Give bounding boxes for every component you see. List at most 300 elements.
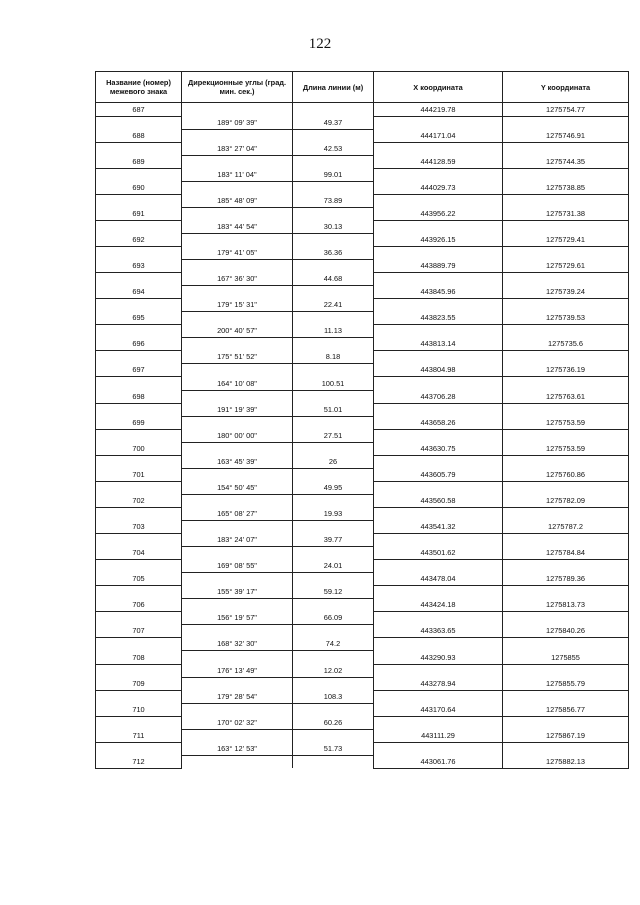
empty-cell: [182, 364, 293, 377]
empty-cell: [182, 547, 293, 560]
empty-cell: [182, 155, 293, 168]
y-coordinate: 1275784.84: [503, 547, 629, 560]
point-row: [96, 677, 629, 690]
header-name: Название (номер) межевого знака: [96, 72, 182, 103]
line-length: 100.51: [293, 377, 374, 390]
segment-row: [96, 481, 629, 494]
empty-cell: [96, 690, 182, 703]
empty-cell: [96, 534, 182, 547]
x-coordinate: 443804.98: [374, 364, 503, 377]
x-coordinate: 443845.96: [374, 286, 503, 299]
segment-row: [96, 560, 629, 573]
empty-cell: [503, 351, 629, 364]
empty-cell: [182, 755, 293, 768]
line-length: 51.01: [293, 403, 374, 416]
line-length: 99.01: [293, 168, 374, 181]
line-length: 44.68: [293, 273, 374, 286]
direction-angle: 164° 10' 08": [182, 377, 293, 390]
x-coordinate: 443658.26: [374, 416, 503, 429]
x-coordinate: 443061.76: [374, 755, 503, 768]
empty-cell: [293, 651, 374, 664]
point-row: [96, 286, 629, 299]
y-coordinate: 1275738.85: [503, 181, 629, 194]
direction-angle: 183° 44' 54": [182, 220, 293, 233]
empty-cell: [293, 155, 374, 168]
x-coordinate: 444171.04: [374, 129, 503, 142]
empty-cell: [374, 638, 503, 651]
empty-cell: [182, 677, 293, 690]
direction-angle: 156° 19' 57": [182, 612, 293, 625]
empty-cell: [503, 534, 629, 547]
empty-cell: [96, 403, 182, 416]
line-length: 22.41: [293, 299, 374, 312]
empty-cell: [293, 181, 374, 194]
line-length: 66.09: [293, 612, 374, 625]
y-coordinate: 1275729.41: [503, 233, 629, 246]
empty-cell: [96, 742, 182, 755]
empty-cell: [503, 194, 629, 207]
empty-cell: [96, 377, 182, 390]
y-coordinate: 1275787.2: [503, 521, 629, 534]
empty-cell: [503, 247, 629, 260]
point-row: [96, 651, 629, 664]
line-length: 30.13: [293, 220, 374, 233]
empty-cell: [374, 664, 503, 677]
empty-cell: [182, 651, 293, 664]
point-name: 698: [96, 390, 182, 403]
empty-cell: [96, 716, 182, 729]
line-length: 39.77: [293, 534, 374, 547]
point-row: [96, 233, 629, 246]
y-coordinate: 1275739.53: [503, 312, 629, 325]
y-coordinate: 1275856.77: [503, 703, 629, 716]
empty-cell: [374, 534, 503, 547]
line-length: 49.37: [293, 116, 374, 129]
empty-cell: [293, 599, 374, 612]
y-coordinate: 1275744.35: [503, 155, 629, 168]
point-row: [96, 729, 629, 742]
empty-cell: [374, 716, 503, 729]
direction-angle: 169° 08' 55": [182, 560, 293, 573]
empty-cell: [182, 286, 293, 299]
point-row: [96, 312, 629, 325]
y-coordinate: 1275855.79: [503, 677, 629, 690]
direction-angle: 200° 40' 57": [182, 325, 293, 338]
point-name: 702: [96, 494, 182, 507]
x-coordinate: 443478.04: [374, 573, 503, 586]
segment-row: [96, 142, 629, 155]
empty-cell: [96, 560, 182, 573]
point-name: 707: [96, 625, 182, 638]
empty-cell: [374, 507, 503, 520]
empty-cell: [503, 168, 629, 181]
segment-row: [96, 116, 629, 129]
empty-cell: [293, 625, 374, 638]
segment-row: [96, 638, 629, 651]
segment-row: [96, 534, 629, 547]
segment-row: [96, 377, 629, 390]
direction-angle: 183° 11' 04": [182, 168, 293, 181]
point-row: [96, 364, 629, 377]
empty-cell: [293, 312, 374, 325]
point-name: 701: [96, 468, 182, 481]
empty-cell: [374, 168, 503, 181]
point-name: 706: [96, 599, 182, 612]
header-angle: Дирекционные углы (град. мин. сек.): [182, 72, 293, 103]
point-name: 705: [96, 573, 182, 586]
header-length: Длина линии (м): [293, 72, 374, 103]
segment-row: [96, 168, 629, 181]
point-name: 708: [96, 651, 182, 664]
empty-cell: [503, 377, 629, 390]
point-row: [96, 494, 629, 507]
empty-cell: [503, 560, 629, 573]
direction-angle: 179° 15' 31": [182, 299, 293, 312]
y-coordinate: 1275840.26: [503, 625, 629, 638]
empty-cell: [374, 220, 503, 233]
x-coordinate: 443290.93: [374, 651, 503, 664]
empty-cell: [503, 638, 629, 651]
point-name: 711: [96, 729, 182, 742]
empty-cell: [182, 233, 293, 246]
y-coordinate: 1275736.19: [503, 364, 629, 377]
empty-cell: [182, 521, 293, 534]
segment-row: [96, 220, 629, 233]
empty-cell: [293, 442, 374, 455]
y-coordinate: 1275782.09: [503, 494, 629, 507]
y-coordinate: 1275855: [503, 651, 629, 664]
empty-cell: [96, 507, 182, 520]
segment-row: [96, 716, 629, 729]
empty-cell: [503, 273, 629, 286]
point-row: [96, 129, 629, 142]
direction-angle: 168° 32' 30": [182, 638, 293, 651]
empty-cell: [96, 273, 182, 286]
empty-cell: [503, 299, 629, 312]
empty-cell: [293, 207, 374, 220]
segment-row: [96, 742, 629, 755]
y-coordinate: 1275739.24: [503, 286, 629, 299]
x-coordinate: 443560.58: [374, 494, 503, 507]
empty-cell: [96, 586, 182, 599]
boundary-coordinates-table: [95, 71, 629, 769]
empty-cell: [182, 312, 293, 325]
empty-cell: [96, 299, 182, 312]
y-coordinate: 1275731.38: [503, 207, 629, 220]
line-length: 12.02: [293, 664, 374, 677]
y-coordinate: 1275867.19: [503, 729, 629, 742]
line-length: 59.12: [293, 586, 374, 599]
empty-cell: [293, 338, 374, 351]
point-name: 689: [96, 155, 182, 168]
line-length: 108.3: [293, 690, 374, 703]
empty-cell: [374, 273, 503, 286]
direction-angle: 180° 00' 00": [182, 429, 293, 442]
segment-row: [96, 507, 629, 520]
empty-cell: [503, 664, 629, 677]
direction-angle: 163° 12' 53": [182, 742, 293, 755]
empty-cell: [503, 481, 629, 494]
x-coordinate: 443605.79: [374, 468, 503, 481]
point-name: 709: [96, 677, 182, 690]
point-row: [96, 468, 629, 481]
empty-cell: [182, 625, 293, 638]
empty-cell: [503, 586, 629, 599]
line-length: 60.26: [293, 716, 374, 729]
empty-cell: [503, 220, 629, 233]
x-coordinate: 443424.18: [374, 599, 503, 612]
empty-cell: [503, 690, 629, 703]
direction-angle: 191° 19' 39": [182, 403, 293, 416]
empty-cell: [182, 207, 293, 220]
y-coordinate: 1275753.59: [503, 442, 629, 455]
point-row: [96, 103, 629, 117]
point-name: 696: [96, 338, 182, 351]
empty-cell: [182, 599, 293, 612]
empty-cell: [96, 116, 182, 129]
point-row: [96, 547, 629, 560]
direction-angle: 167° 36' 30": [182, 273, 293, 286]
empty-cell: [182, 416, 293, 429]
empty-cell: [96, 220, 182, 233]
empty-cell: [374, 377, 503, 390]
empty-cell: [503, 116, 629, 129]
y-coordinate: 1275754.77: [503, 103, 629, 117]
x-coordinate: 443541.32: [374, 521, 503, 534]
point-name: 694: [96, 286, 182, 299]
empty-cell: [503, 142, 629, 155]
empty-cell: [96, 481, 182, 494]
line-length: 49.95: [293, 481, 374, 494]
empty-cell: [503, 716, 629, 729]
empty-cell: [503, 507, 629, 520]
empty-cell: [374, 742, 503, 755]
line-length: 36.36: [293, 247, 374, 260]
empty-cell: [293, 494, 374, 507]
empty-cell: [503, 455, 629, 468]
point-name: 700: [96, 442, 182, 455]
segment-row: [96, 455, 629, 468]
y-coordinate: 1275735.6: [503, 338, 629, 351]
point-row: [96, 703, 629, 716]
segment-row: [96, 325, 629, 338]
empty-cell: [293, 416, 374, 429]
x-coordinate: 443170.64: [374, 703, 503, 716]
empty-cell: [374, 455, 503, 468]
empty-cell: [293, 677, 374, 690]
point-name: 688: [96, 129, 182, 142]
empty-cell: [182, 390, 293, 403]
empty-cell: [96, 455, 182, 468]
segment-row: [96, 351, 629, 364]
empty-cell: [293, 547, 374, 560]
empty-cell: [374, 403, 503, 416]
empty-cell: [96, 664, 182, 677]
empty-cell: [374, 351, 503, 364]
direction-angle: 155° 39' 17": [182, 586, 293, 599]
point-row: [96, 260, 629, 273]
empty-cell: [96, 168, 182, 181]
direction-angle: 179° 28' 54": [182, 690, 293, 703]
x-coordinate: 444128.59: [374, 155, 503, 168]
table-header-row: [96, 72, 629, 103]
empty-cell: [374, 560, 503, 573]
point-name: 695: [96, 312, 182, 325]
x-coordinate: 443956.22: [374, 207, 503, 220]
x-coordinate: 443889.79: [374, 260, 503, 273]
empty-cell: [374, 325, 503, 338]
point-row: [96, 207, 629, 220]
x-coordinate: 443501.62: [374, 547, 503, 560]
point-row: [96, 155, 629, 168]
empty-cell: [374, 299, 503, 312]
point-name: 691: [96, 207, 182, 220]
empty-cell: [293, 103, 374, 117]
direction-angle: 183° 27' 04": [182, 142, 293, 155]
page-number: 122: [308, 36, 332, 52]
empty-cell: [374, 612, 503, 625]
x-coordinate: 444029.73: [374, 181, 503, 194]
line-length: 11.13: [293, 325, 374, 338]
y-coordinate: 1275729.61: [503, 260, 629, 273]
empty-cell: [293, 703, 374, 716]
y-coordinate: 1275753.59: [503, 416, 629, 429]
direction-angle: 179° 41' 05": [182, 247, 293, 260]
direction-angle: 185° 48' 09": [182, 194, 293, 207]
empty-cell: [374, 481, 503, 494]
empty-cell: [503, 612, 629, 625]
table-body: [96, 103, 629, 769]
empty-cell: [503, 325, 629, 338]
y-coordinate: 1275763.61: [503, 390, 629, 403]
point-row: [96, 390, 629, 403]
segment-row: [96, 403, 629, 416]
empty-cell: [503, 742, 629, 755]
empty-cell: [182, 494, 293, 507]
point-row: [96, 573, 629, 586]
empty-cell: [182, 129, 293, 142]
point-name: 697: [96, 364, 182, 377]
direction-angle: 189° 09' 39": [182, 116, 293, 129]
point-row: [96, 625, 629, 638]
empty-cell: [96, 429, 182, 442]
direction-angle: 154° 50' 45": [182, 481, 293, 494]
y-coordinate: 1275813.73: [503, 599, 629, 612]
empty-cell: [503, 429, 629, 442]
header-x: X координата: [374, 72, 503, 103]
x-coordinate: 444219.78: [374, 103, 503, 117]
point-name: 710: [96, 703, 182, 716]
empty-cell: [293, 729, 374, 742]
segment-row: [96, 247, 629, 260]
empty-cell: [503, 403, 629, 416]
empty-cell: [374, 142, 503, 155]
empty-cell: [96, 247, 182, 260]
line-length: 74.2: [293, 638, 374, 651]
empty-cell: [293, 286, 374, 299]
segment-row: [96, 429, 629, 442]
empty-cell: [293, 573, 374, 586]
empty-cell: [96, 325, 182, 338]
x-coordinate: 443813.14: [374, 338, 503, 351]
point-row: [96, 442, 629, 455]
point-name: 690: [96, 181, 182, 194]
empty-cell: [182, 181, 293, 194]
empty-cell: [293, 129, 374, 142]
x-coordinate: 443278.94: [374, 677, 503, 690]
segment-row: [96, 690, 629, 703]
segment-row: [96, 586, 629, 599]
y-coordinate: 1275760.86: [503, 468, 629, 481]
segment-row: [96, 664, 629, 677]
empty-cell: [182, 260, 293, 273]
direction-angle: 163° 45' 39": [182, 455, 293, 468]
direction-angle: 175° 51' 52": [182, 351, 293, 364]
segment-row: [96, 273, 629, 286]
empty-cell: [96, 612, 182, 625]
segment-row: [96, 194, 629, 207]
empty-cell: [293, 390, 374, 403]
point-row: [96, 181, 629, 194]
empty-cell: [293, 233, 374, 246]
x-coordinate: 443363.65: [374, 625, 503, 638]
empty-cell: [96, 638, 182, 651]
point-name: 712: [96, 755, 182, 768]
direction-angle: 176° 13' 49": [182, 664, 293, 677]
empty-cell: [374, 194, 503, 207]
empty-cell: [182, 573, 293, 586]
direction-angle: 183° 24' 07": [182, 534, 293, 547]
empty-cell: [182, 468, 293, 481]
y-coordinate: 1275789.36: [503, 573, 629, 586]
y-coordinate: 1275746.91: [503, 129, 629, 142]
line-length: 27.51: [293, 429, 374, 442]
point-name: 692: [96, 233, 182, 246]
empty-cell: [182, 729, 293, 742]
segment-row: [96, 299, 629, 312]
empty-cell: [182, 442, 293, 455]
point-row: [96, 521, 629, 534]
empty-cell: [182, 703, 293, 716]
point-name: 703: [96, 521, 182, 534]
empty-cell: [374, 116, 503, 129]
point-row: [96, 338, 629, 351]
direction-angle: 170° 02' 32": [182, 716, 293, 729]
line-length: 24.01: [293, 560, 374, 573]
point-name: 693: [96, 260, 182, 273]
x-coordinate: 443111.29: [374, 729, 503, 742]
empty-cell: [96, 142, 182, 155]
line-length: 26: [293, 455, 374, 468]
empty-cell: [374, 247, 503, 260]
empty-cell: [374, 586, 503, 599]
header-y: Y координата: [503, 72, 629, 103]
line-length: 51.73: [293, 742, 374, 755]
empty-cell: [96, 351, 182, 364]
line-length: 42.53: [293, 142, 374, 155]
x-coordinate: 443706.28: [374, 390, 503, 403]
point-name: 699: [96, 416, 182, 429]
empty-cell: [182, 103, 293, 117]
point-row: [96, 416, 629, 429]
empty-cell: [293, 755, 374, 768]
empty-cell: [293, 468, 374, 481]
empty-cell: [96, 194, 182, 207]
empty-cell: [293, 260, 374, 273]
point-name: 704: [96, 547, 182, 560]
direction-angle: 165° 08' 27": [182, 507, 293, 520]
x-coordinate: 443926.15: [374, 233, 503, 246]
